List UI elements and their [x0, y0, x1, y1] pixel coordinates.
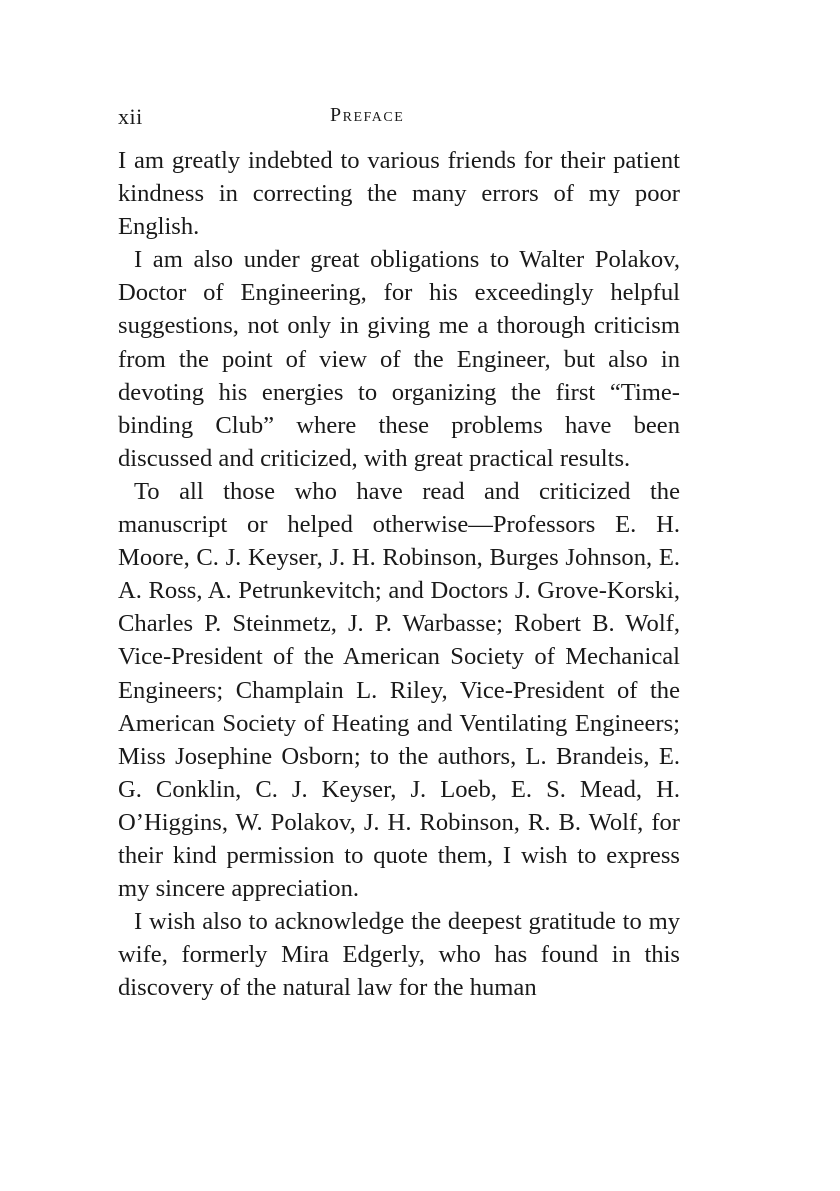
body-text	[118, 144, 680, 1004]
paragraph: I am also under great obligations to Walter Polakov, Doctor of Engineering, for his exceedingly helpful suggestions, not only in giving me a thorough criticism from the point of view of the Engineer, but also in devoting his energies to organizing the first “Time-binding Club” where these problems have been discussed and criticized, with great practical results.	[118, 246, 680, 472]
running-title: Preface	[330, 104, 405, 126]
paragraph: I wish also to acknowledge the deepest gratitude to my wife, formerly Mira Edgerly, who has found in this discovery of the natural law for the human	[118, 908, 680, 1002]
page-header	[118, 94, 680, 130]
paragraph: To all those who have read and criticized the manuscript or helped otherwise—Professors E. H. Moore, C. J. Keyser, J. H. Robinson, Burges Johnson, E. A. Ross, A. Petrunkevitch; and Doctors J. Grove-Korski, Charles P. Steinmetz, J. P. Warbasse; Robert B. Wolf, Vice-President of the American Society of Mechanical Engineers; Champlain L. Riley, Vice-President of the American Society of Heating and Ventilating Engineers; Miss Josephine Osborn; to the authors, L. Brandeis, E. G. Conklin, C. J. Keyser, J. Loeb, E. S. Mead, H. O’Higgins, W. Polakov, J. H. Robinson, R. B. Wolf, for their kind permission to quote them, I wish to express my sincere appreciation.	[118, 477, 680, 903]
book-page	[118, 94, 680, 1004]
paragraph: I am greatly indebted to various friends for their patient kindness in correcting the many errors of my poor English.	[118, 147, 680, 241]
page-number: xii	[118, 104, 143, 129]
